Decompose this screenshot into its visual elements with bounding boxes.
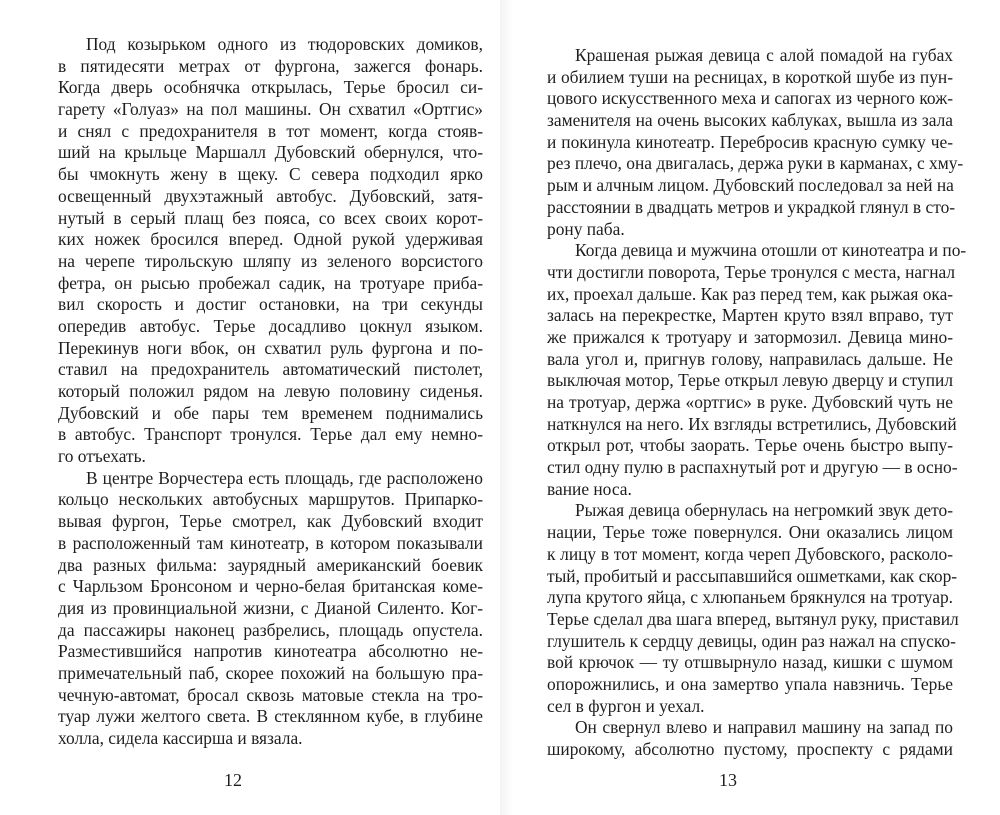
text-line: лупа крутого яйца, с хлюпаньем брякнулся на тротуар. bbox=[547, 587, 953, 608]
text-line: сел в фургон и уехал. bbox=[547, 695, 705, 716]
text-line: на черепе тирольскую шляпу из зеленого ворсистого bbox=[58, 250, 483, 271]
paragraph bbox=[58, 34, 483, 468]
text-line: В центре Ворчестера есть площадь, где расположено bbox=[86, 467, 483, 488]
text-line: дия из провинциальной жизни, с Дианой Силенто. Ког- bbox=[58, 597, 483, 618]
text-line: Когда дверь особнячка открылась, Терье бросил си- bbox=[58, 77, 483, 98]
text-line: в автобус. Транспорт тронулся. Терье дал ему немно- bbox=[58, 424, 483, 445]
text-line: в расположенный там кинотеатр, в котором показывали bbox=[58, 532, 483, 553]
text-line: ставил на предохранитель автоматический пистолет, bbox=[58, 359, 483, 380]
text-line: рез плечо, она двигалась, держа руки в карманах, с хму- bbox=[547, 153, 964, 174]
text-line: нутый в серый плащ без пояса, со всех своих корот- bbox=[58, 207, 483, 228]
text-line: туар лужи желтого света. В стеклянном кубе, в глубине bbox=[58, 706, 483, 727]
text-line: и покинула кинотеатр. Перебросив красную сумку че- bbox=[547, 131, 953, 152]
text-line: вывая фургон, Терье смотрел, как Дубовский входит bbox=[58, 511, 483, 532]
text-line: гарету «Голуаз» на пол машины. Он схватил «Ортгис» bbox=[58, 99, 483, 120]
text-line: широкому, абсолютно пустому, проспекту с рядами bbox=[547, 739, 953, 759]
text-line: нации, Терье тоже повернулся. Они оказались лицом bbox=[547, 522, 953, 543]
text-line: Когда девица и мужчина отошли от кинотеатра и по- bbox=[575, 240, 967, 261]
text-line: Он свернул влево и направил машину на запад по bbox=[575, 717, 953, 738]
text-line: холла, сидела кассирша и вязала. bbox=[58, 728, 303, 748]
paragraph bbox=[547, 717, 953, 760]
text-line: вала угол и, пригнув голову, направилась дальше. Не bbox=[547, 348, 953, 369]
text-line: в пятидесяти метрах от фургона, зажегся фонарь. bbox=[58, 55, 483, 76]
text-line: ких ножек бросился вперед. Одной рукой удерживая bbox=[58, 229, 483, 250]
text-line: опередив автобус. Терье досадливо цокнул языком. bbox=[58, 315, 483, 336]
text-line: вание носа. bbox=[547, 478, 632, 499]
text-line: опорожнились, и она замертво упала навзничь. Терье bbox=[547, 673, 953, 694]
text-line: же прижался к тротуару и затормозил. Девица мино- bbox=[547, 326, 953, 347]
text-line: цового искусственного меха и сапогах из черного кож- bbox=[547, 88, 953, 109]
text-line: расстоянии в двадцать метров и украдкой глянул в сто- bbox=[547, 196, 956, 217]
text-line: Терье сделал два шага вперед, вытянул руку, приставил bbox=[547, 608, 959, 629]
text-line: чечную-автомат, бросал сквозь матовые стекла на тро- bbox=[58, 684, 483, 705]
text-line: наткнулся на него. Их взгляды встретились, Дубовский bbox=[547, 413, 957, 434]
paragraph bbox=[58, 468, 483, 750]
paragraph bbox=[547, 500, 959, 717]
text-line: на тротуар, держа «ортгис» в руке. Дубовский чуть не bbox=[547, 392, 953, 412]
text-line: их, проехал дальше. Как раз перед тем, как рыжая ока- bbox=[547, 283, 954, 304]
text-line: глушитель к сердцу девицы, один раз нажал на спуско- bbox=[547, 630, 956, 651]
text-line: залась на перекрестке, Мартен круто взял вправо, тут bbox=[547, 305, 953, 326]
text-line: Разместившийся напротив кинотеатра абсолютно не- bbox=[58, 641, 483, 662]
text-line: кольцо нескольких автобусных маршрутов. Припарко- bbox=[58, 489, 483, 510]
text-line: с Чарльзом Бронсоном и черно-белая британская коме- bbox=[58, 576, 483, 597]
text-line: фетра, он рысью пробежал садик, на тротуаре приба- bbox=[58, 272, 483, 293]
paragraph bbox=[547, 45, 964, 240]
text-line: открыл рот, чтобы заорать. Терье очень быстро выпу- bbox=[547, 435, 953, 456]
page-text bbox=[547, 45, 967, 761]
text-line: го отъехать. bbox=[58, 446, 146, 467]
paragraph bbox=[547, 240, 967, 500]
page-number: 12 bbox=[224, 770, 242, 790]
text-line: ший на крыльце Маршалл Дубовский обернулся, что- bbox=[58, 142, 483, 163]
text-line: к лицу в тот момент, когда череп Дубовского, расколо- bbox=[547, 543, 953, 564]
text-line: стил одну пулю в распахнутый рот и другую — в осно- bbox=[547, 457, 958, 478]
page-number: 13 bbox=[719, 770, 737, 790]
text-line: который положил рядом на левую половину сиденья. bbox=[58, 381, 483, 401]
text-line: Дубовский и обе пары тем временем поднимались bbox=[58, 402, 483, 423]
text-line: вой крючок — ту отшвырнуло назад, кишки с шумом bbox=[547, 652, 953, 673]
text-line: Рыжая девица обернулась на негромкий звук дето- bbox=[575, 500, 953, 521]
text-line: вил скорость и достиг остановки, на три секунды bbox=[58, 294, 483, 315]
text-line: и снял с предохранителя в тот момент, когда стояв- bbox=[58, 120, 483, 141]
text-line: тый, пробитый и рассыпавшийся ошметками, как скор- bbox=[547, 565, 958, 586]
text-line: два разных фильма: заурядный американский боевик bbox=[58, 554, 483, 575]
text-line: выключая мотор, Терье открыл левую дверцу и ступил bbox=[547, 370, 953, 391]
text-line: рону паба. bbox=[547, 218, 625, 239]
text-line: бы чмокнуть жену в щеку. С севера подходил ярко bbox=[58, 164, 483, 185]
text-line: да пассажиры наконец разбрелись, площадь опустела. bbox=[58, 619, 483, 640]
text-line: рым и алчным лицом. Дубовский последовал за ней на bbox=[547, 175, 954, 196]
text-line: чти достигли поворота, Терье тронулся с места, нагнал bbox=[547, 261, 956, 282]
text-line: Крашеная рыжая девица с алой помадой на губах bbox=[575, 45, 953, 65]
text-line: Под козырьком одного из тюдоровских домиков, bbox=[86, 34, 483, 54]
text-line: освещенный двухэтажный автобус. Дубовский, затя- bbox=[58, 185, 483, 206]
right-page bbox=[500, 0, 1000, 815]
text-line: и обилием туши на ресницах, в короткой шубе из пун- bbox=[547, 66, 953, 87]
text-line: заменителя на очень высоких каблуках, вышла из зала bbox=[547, 110, 953, 131]
text-line: примечательный паб, скорее похожий на большую пра- bbox=[58, 662, 483, 683]
text-line: Перекинув ноги вбок, он схватил руль фургона и по- bbox=[58, 337, 483, 358]
page-text bbox=[58, 34, 483, 750]
